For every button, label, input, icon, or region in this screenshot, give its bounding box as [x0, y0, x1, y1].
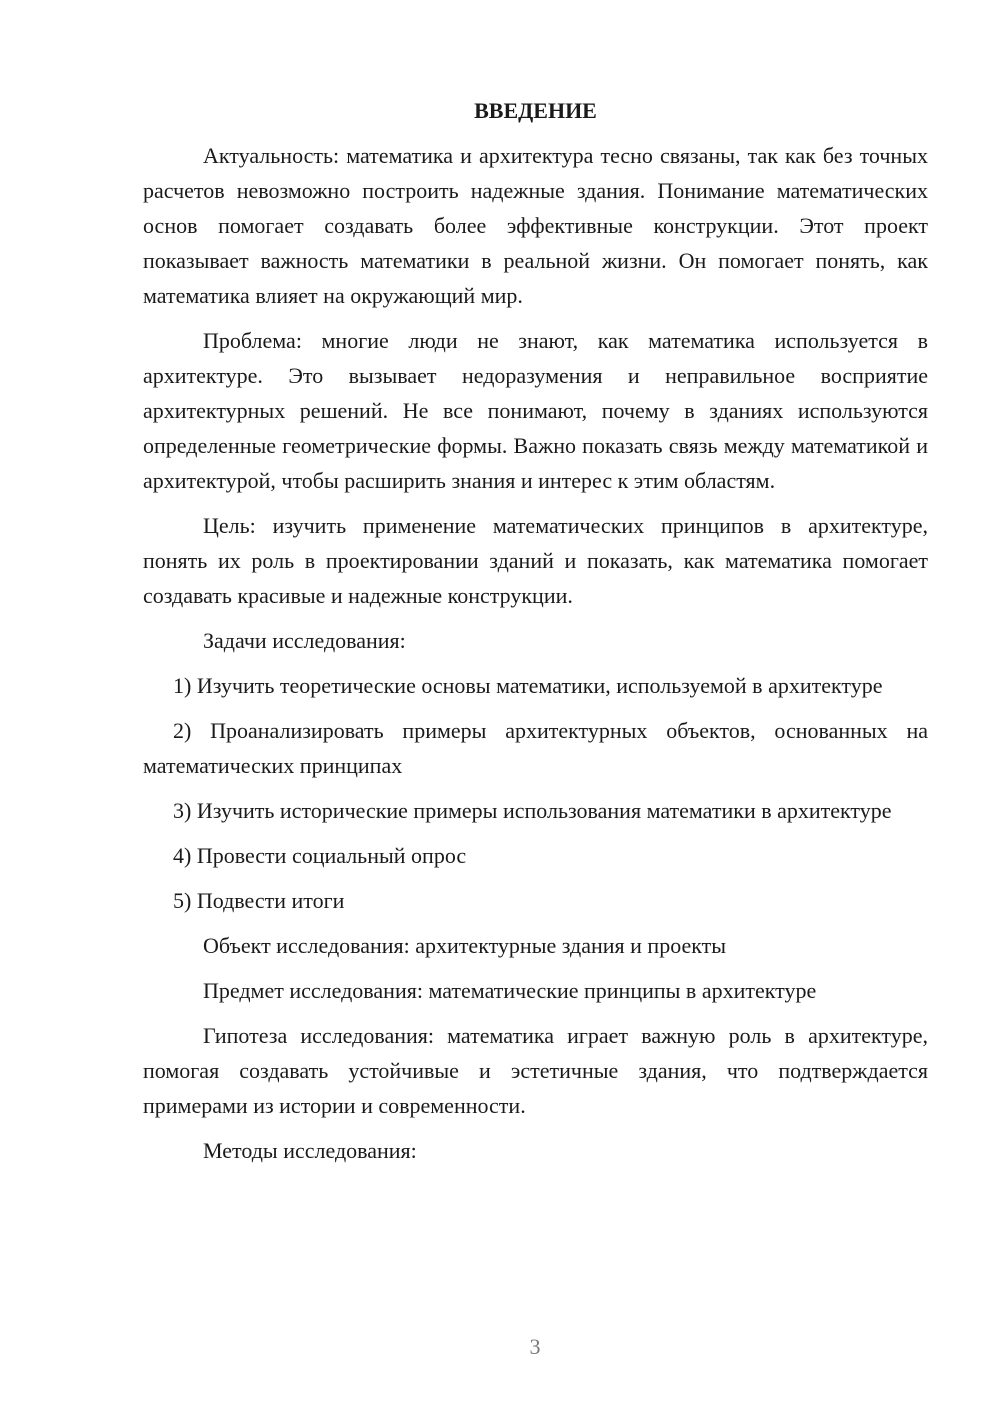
- list-item: 4) Провести социальный опрос: [173, 843, 467, 868]
- list-item: 3) Изучить исторические примеры использования математики в архитектуре: [173, 798, 892, 823]
- relevance-paragraph: Актуальность: математика и архитектура тесно связаны, так как без точных расчетов невозможно построить надежные здания. Понимание математических основ помогает создавать более эффективные конструкции. Этот проект показывает важность математики в реальной жизни. Он помогает понять, как математика влияет на окружающий мир.: [143, 143, 928, 308]
- methods-label: Методы исследования:: [203, 1138, 417, 1163]
- goal-paragraph: Цель: изучить применение математических принципов в архитектуре, понять их роль в проектировании зданий и показать, как математика помогает создавать красивые и надежные конструкции.: [143, 513, 928, 608]
- list-item: 2) Проанализировать примеры архитектурных объектов, основанных на математических принципах: [143, 718, 928, 778]
- page-content: [143, 93, 928, 1178]
- hypothesis-paragraph: Гипотеза исследования: математика играет важную роль в архитектуре, помогая создавать устойчивые и эстетичные здания, что подтверждается примерами из истории и современности.: [143, 1023, 928, 1118]
- page-title: ВВЕДЕНИЕ: [474, 98, 597, 123]
- object-paragraph: Объект исследования: архитектурные здания и проекты: [203, 933, 727, 958]
- tasks-label: Задачи исследования:: [203, 628, 406, 653]
- list-item: 5) Подвести итоги: [173, 888, 345, 913]
- list-item: 1) Изучить теоретические основы математики, используемой в архитектуре: [173, 673, 883, 698]
- page-number: 3: [529, 1334, 541, 1359]
- subject-paragraph: Предмет исследования: математические принципы в архитектуре: [203, 978, 817, 1003]
- problem-paragraph: Проблема: многие люди не знают, как математика используется в архитектуре. Это вызывает недоразумения и неправильное восприятие архитектурных решений. Не все понимают, почему в зданиях используются определенные геометрические формы. Важно показать связь между математикой и архитектурой, чтобы расширить знания и интерес к этим областям.: [143, 328, 928, 493]
- tasks-list: [143, 668, 928, 918]
